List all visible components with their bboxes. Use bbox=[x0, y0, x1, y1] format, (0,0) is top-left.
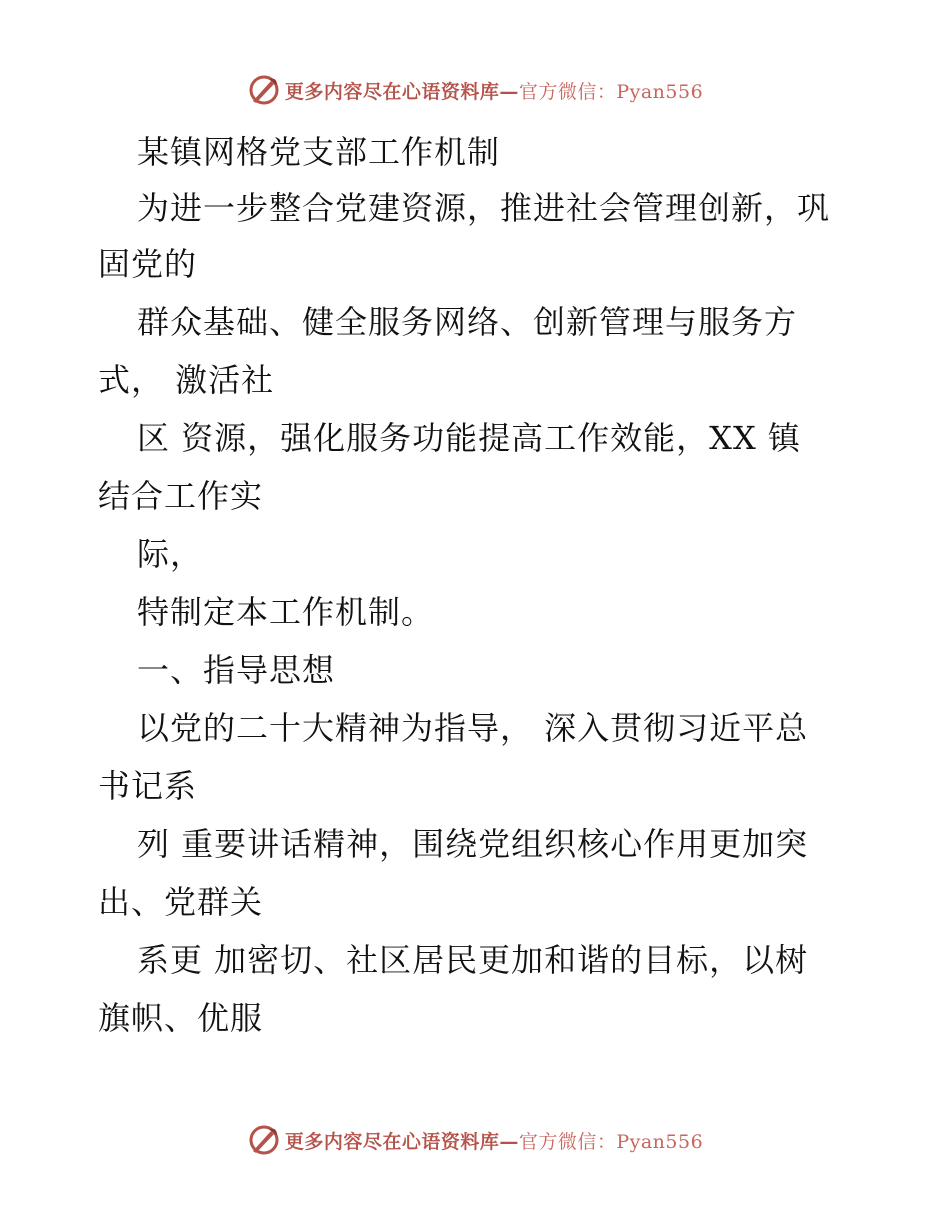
document-title: 某镇网格党支部工作机制 bbox=[137, 133, 501, 171]
body-line: 特制定本工作机制。 bbox=[137, 593, 435, 631]
body-line: 区 资源，强化服务功能提高工作效能，XX 镇 bbox=[137, 419, 801, 457]
body-line: 式， 激活社 bbox=[98, 361, 275, 399]
body-line: 旗帜、优服 bbox=[98, 999, 264, 1037]
footer-watermark-inner bbox=[247, 1123, 703, 1157]
body-line: 书记系 bbox=[98, 767, 198, 805]
quill-logo-icon bbox=[247, 73, 281, 107]
body-line: 为进一步整合党建资源，推进社会管理创新，巩 bbox=[137, 189, 831, 227]
body-line: 以党的二十大精神为指导， 深入贯彻习近平总 bbox=[137, 709, 809, 747]
body-line: 系更 加密切、社区居民更加和谐的目标，以树 bbox=[137, 941, 809, 979]
quill-logo-icon bbox=[247, 1123, 281, 1157]
body-line: 出、党群关 bbox=[98, 883, 264, 921]
section-heading: 一、指导思想 bbox=[137, 651, 336, 689]
header-watermark-text: 更多内容尽在心语资料库—官方微信：Pyan556 bbox=[284, 80, 704, 103]
body-line: 群众基础、健全服务网络、创新管理与服务方 bbox=[137, 303, 798, 341]
header-watermark-inner bbox=[247, 73, 703, 107]
header-watermark-banner bbox=[0, 70, 950, 110]
footer-watermark-text: 更多内容尽在心语资料库—官方微信：Pyan556 bbox=[284, 1130, 704, 1153]
body-line: 固党的 bbox=[98, 245, 198, 283]
body-line: 际， bbox=[137, 535, 204, 573]
body-line: 结合工作实 bbox=[98, 477, 264, 515]
body-line: 列 重要讲话精神，围绕党组织核心作用更加突 bbox=[137, 825, 809, 863]
footer-watermark-banner bbox=[0, 1120, 950, 1160]
